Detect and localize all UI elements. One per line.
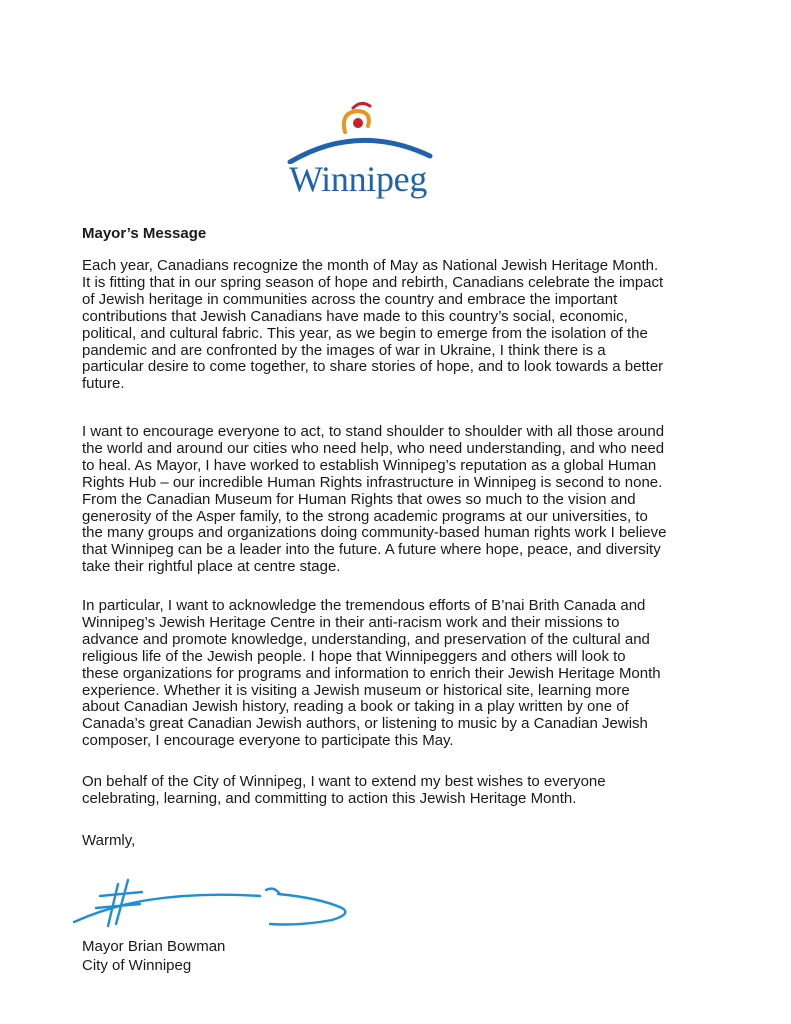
winnipeg-logo [278,100,438,210]
paragraph-line: celebrating, learning, and committing to action this Jewish Heritage Month. [82,789,577,807]
paragraph-line: contributions that Jewish Canadians have made to this country’s social, economic, [82,307,628,325]
paragraph-line: I want to encourage everyone to act, to stand shoulder to shoulder with all those around [82,423,665,440]
paragraph-line: Rights Hub – our incredible Human Rights infrastructure in Winnipeg is second to none. [82,473,663,491]
paragraph-line: experience. Whether it is visiting a Jewish museum or historical site, learning more [82,681,630,699]
paragraph-4 [82,774,716,808]
signer-title: City of Winnipeg [82,957,192,974]
letter-heading: Mayor’s Message [82,225,207,242]
paragraph-line: Canada’s great Canadian Jewish authors, or listening to music by a Canadian Jewish [82,715,648,733]
paragraph-line: From the Canadian Museum for Human Rights that owes so much to the vision and [82,490,636,508]
paragraph-line: about Canadian Jewish history, reading a book or taking in a play written by one of [82,698,629,716]
paragraph-line: It is fitting that in our spring season of hope and rebirth, Canadians celebrate the impact [82,273,664,291]
paragraph-line: take their rightful place at centre stage. [82,558,341,576]
paragraph-line: the world and around our cities who need help, who need understanding, and who need [82,439,665,457]
signer-name: Mayor Brian Bowman [82,938,226,955]
closing-salutation: Warmly, [82,832,136,849]
handwritten-signature [70,872,360,942]
paragraph-line: these organizations for programs and information to enrich their Jewish Heritage Month [82,664,661,682]
paragraph-line: future. [82,375,125,393]
paragraph-line: On behalf of the City of Winnipeg, I want to extend my best wishes to everyone [82,773,606,790]
paragraph-line: In particular, I want to acknowledge the tremendous efforts of B’nai Brith Canada and [82,597,646,614]
paragraph-line: that Winnipeg can be a leader into the future. A future where hope, peace, and diversity [82,541,661,559]
logo-emblem-icon [278,100,438,164]
paragraph-line: of Jewish heritage in communities across the country and embrace the important [82,290,618,308]
paragraph-line: to heal. As Mayor, I have worked to establish Winnipeg’s reputation as a global Human [82,456,657,474]
paragraph-line: political, and cultural fabric. This year, as we begin to emerge from the isolation of the [82,324,648,342]
paragraph-line: the many groups and organizations doing community-based human rights work I believe [82,524,667,542]
logo-wordmark: Winnipeg [288,159,428,199]
paragraph-2 [82,424,716,576]
paragraph-line: Winnipeg’s Jewish Heritage Centre in their anti-racism work and their missions to [82,613,620,631]
paragraph-line: composer, I encourage everyone to participate this May. [82,732,454,750]
paragraph-line: generosity of the Asper family, to the strong academic programs at our universities, to [82,507,648,525]
paragraph-line: advance and promote knowledge, understanding, and preservation of the cultural and [82,630,650,648]
paragraph-1 [82,258,716,393]
paragraph-3 [82,598,716,750]
paragraph-line: particular desire to come together, to share stories of hope, and to look towards a better [82,358,664,376]
paragraph-line: Each year, Canadians recognize the month of May as National Jewish Heritage Month. [82,257,659,274]
paragraph-line: religious life of the Jewish people. I hope that Winnipeggers and others will look to [82,647,626,665]
paragraph-line: pandemic and are confronted by the images of war in Ukraine, I think there is a [82,341,606,359]
